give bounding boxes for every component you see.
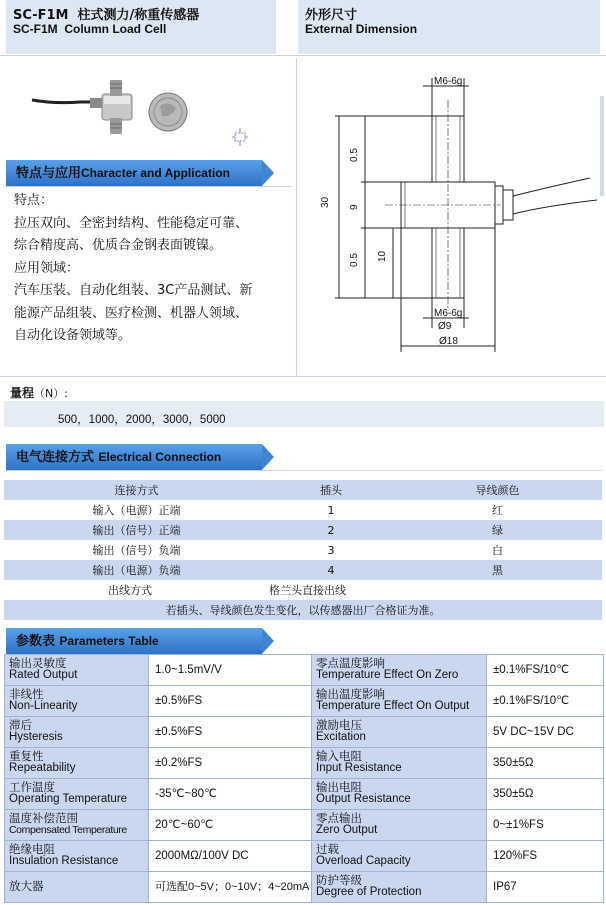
param-label-cn: 输出电阻 [316,782,362,794]
range-values: 500，1000，2000，3000，5000 [58,414,226,426]
cell-connection: 输出（信号）正端 [4,520,269,540]
outlet-label: 出线方式 [108,584,152,597]
param-label-cn: 过载 [316,844,339,856]
character-line: 能源产品组装、医疗检测、机器人领域、 [14,305,249,321]
parameters-tab-en: Parameters Table [59,634,159,648]
param-label [5,841,149,872]
param-label-en: Non-Linearity [9,700,78,712]
param-label-cn: 工作温度 [9,782,55,794]
electrical-table [4,480,602,620]
table-row [5,841,604,872]
character-tab-cn: 特点与应用 [16,166,82,181]
param-label-cn: 输入电阻 [316,751,362,763]
col-header-wire-color: 导线颜色 [393,480,602,500]
param-label [312,686,487,717]
table-row [5,810,604,841]
range-label [10,384,68,401]
param-label-cn: 输出灵敏度 [9,658,67,670]
param-label-en: Repeatability [9,762,76,774]
param-label-cn: 温度补偿范围 [9,813,78,825]
param-label [312,748,487,779]
param-label-cn: 重复性 [9,751,44,763]
cell-connection: 输出（电源）负端 [4,560,269,580]
param-label [5,748,149,779]
dim-thread-bottom: M6-6g [434,308,463,319]
col-header-plug: 插头 [269,480,393,500]
character-tab [6,160,262,186]
param-label-cn: 放大器 [9,880,44,893]
param-label-en: Output Resistance [316,793,411,805]
param-value: 350±5Ω [487,748,604,779]
electrical-tab-underline [6,470,602,471]
table-row [4,520,602,540]
top-divider [0,55,606,56]
param-label-cn: 非线性 [9,689,44,701]
product-title-en: SC-F1M Column Load Cell [13,22,167,36]
param-label-en: Overload Capacity [316,855,411,867]
param-value: 20℃~60℃ [149,810,312,841]
cell-plug: 3 [327,543,335,557]
table-header-row [4,480,602,500]
param-label [5,655,149,686]
param-value: 可选配0~5V；0~10V；4~20mA [149,872,312,903]
cell-connection: 输出（信号）负端 [92,544,181,557]
param-label-en: Rated Output [9,669,78,681]
param-value: -35℃~80℃ [149,779,312,810]
cell-plug: 1 [327,503,335,517]
dim-05-bottom: 0.5 [349,253,360,267]
param-label-en: Hysteresis [9,731,63,743]
outlet-value: 格兰头直接出线 [269,584,346,597]
param-label [312,717,487,748]
param-label-cn: 零点输出 [316,813,362,825]
param-label-en: Insulation Resistance [9,855,119,867]
param-label [312,841,487,872]
param-value: 350±5Ω [487,779,604,810]
table-row [4,560,602,580]
product-title-cn: SC-F1M 柱式测力/称重传感器 [13,8,200,23]
range-label-cn: 量程 [10,386,35,400]
parameters-tab [6,628,262,654]
character-line: 自动化设备领域等。 [14,328,132,343]
param-label [312,655,487,686]
param-label-cn: 滞后 [9,720,32,732]
electrical-tab-cn: 电气连接方式 [16,450,95,465]
dimension-drawing [305,60,600,360]
column-divider [296,58,297,376]
table-row [5,748,604,779]
character-text [14,190,294,348]
param-label [5,717,149,748]
parameters-table [4,654,604,903]
param-value: 120%FS [487,841,604,872]
param-label [312,779,487,810]
note-text: 若插头、导线颜色发生变化，以传感器出厂合格证为准。 [4,600,602,620]
col-header-connection: 连接方式 [4,480,269,500]
param-label-cn: 绝缘电阻 [9,844,55,856]
param-label-en: Input Resistance [316,762,402,774]
cell-plug: 2 [269,520,393,540]
right-header [298,0,600,54]
param-value: ±0.5%FS [149,717,312,748]
character-line: 拉压双向、全密封结构、性能稳定可靠、 [14,215,249,231]
electrical-tab-en: Electrical Connection [98,450,222,464]
param-label [5,872,149,903]
param-label-cn: 输出温度影响 [316,689,385,701]
param-label-cn: 零点温度影响 [316,658,385,670]
cell-plug: 4 [269,560,393,580]
param-label [5,686,149,717]
parameters-tab-cn: 参数表 [16,634,56,649]
dimension-title-en: External Dimension [305,22,418,36]
note-row [4,600,602,620]
character-line: 汽车压装、自动化组装、3C产品测试、新 [14,283,253,298]
param-value: ±0.2%FS [149,748,312,779]
param-label-cn: 防护等级 [316,875,362,887]
param-value: 2000MΩ/100V DC [149,841,312,872]
param-label-en: Degree of Protection [316,886,422,898]
param-value: 1.0~1.5mV/V [149,655,312,686]
character-tab-en: Character and Application [81,166,230,180]
outlet-row [4,580,602,600]
param-label-en: Compensated Temperature [9,824,127,836]
table-row [5,686,604,717]
table-row [5,779,604,810]
param-label [312,810,487,841]
table-row [5,655,604,686]
cell-wire-color: 绿 [393,520,602,540]
param-value: 5V DC~15V DC [487,717,604,748]
move-handle-icon [232,128,248,146]
param-value: IP67 [487,872,604,903]
param-value: ±0.1%FS/10℃ [487,655,604,686]
table-row [5,872,604,903]
character-tab-underline [6,186,292,187]
cell-wire-color: 红 [492,504,503,517]
param-label-en: Zero Output [316,824,378,836]
range-divider [0,376,606,377]
dimension-title-cn: 外形尺寸 [305,8,358,23]
dim-05-top: 0.5 [349,148,360,162]
param-value: 0~±1%FS [487,810,604,841]
dim-thread-top: M6-6g [434,76,463,87]
param-label-en: Excitation [316,731,366,743]
dim-10: 10 [377,250,388,262]
character-line: 综合精度高、优质合金钢表面镀镍。 [14,238,223,253]
electrical-tab [6,444,262,470]
param-label-en: Temperature Effect On Zero [316,669,459,681]
cell-connection: 输入（电源）正端 [92,504,181,517]
range-label-unit: （N）: [34,387,68,400]
param-label [5,810,149,841]
right-edge-marker [600,96,604,196]
character-line: 应用领域： [14,260,80,276]
product-photo [30,66,220,148]
param-label [312,872,487,903]
left-header [6,0,276,54]
param-label [5,779,149,810]
table-row [4,540,602,560]
param-label-en: Operating Temperature [9,793,128,805]
param-value: ±0.1%FS/10℃ [487,686,604,717]
table-row [5,717,604,748]
cell-wire-color: 黑 [393,560,602,580]
dim-dia-9: Ø9 [438,321,452,332]
character-line: 特点： [14,193,54,208]
dim-30: 30 [320,196,331,208]
param-label-en: Temperature Effect On Output [316,700,470,712]
cell-wire-color: 白 [492,544,503,557]
dim-dia-18: Ø18 [439,336,458,347]
table-row [4,500,602,520]
param-value: ±0.5%FS [149,686,312,717]
param-label-cn: 激励电压 [316,720,362,732]
dim-9: 9 [349,204,360,210]
